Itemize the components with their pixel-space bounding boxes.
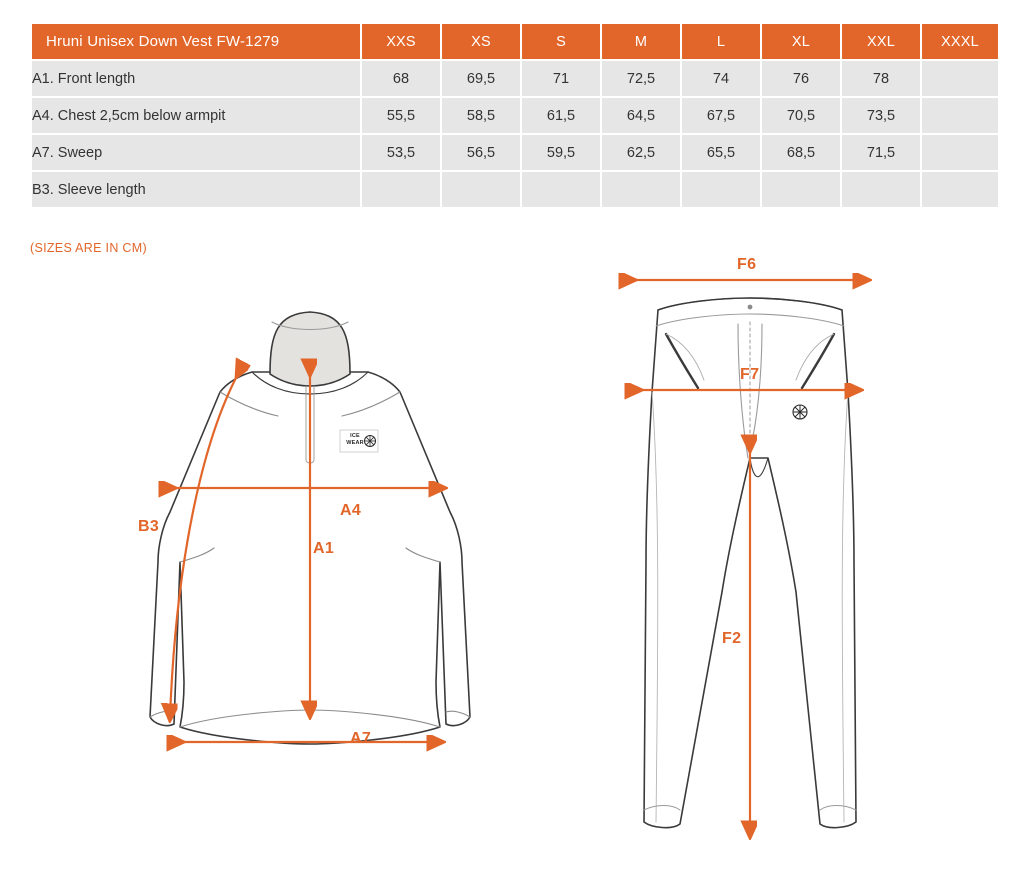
top-garment-drawing	[110, 262, 510, 802]
table-row	[31, 134, 999, 171]
column-header-xl: XL	[761, 23, 841, 60]
cell-a1-xl: 76	[761, 60, 841, 97]
top-garment-illustration	[110, 262, 510, 802]
cell-a4-l: 67,5	[681, 97, 761, 134]
cell-a7-xs: 56,5	[441, 134, 521, 171]
size-table-head	[31, 23, 999, 60]
cell-b3-xxs	[361, 171, 441, 208]
size-table	[30, 22, 1000, 209]
brand-snowflake-icon	[793, 405, 807, 419]
cell-a4-m: 64,5	[601, 97, 681, 134]
cell-a7-l: 65,5	[681, 134, 761, 171]
column-header-l: L	[681, 23, 761, 60]
dimension-label-f2: F2	[722, 630, 742, 647]
table-row	[31, 97, 999, 134]
dimension-label-b3: B3	[138, 518, 160, 535]
cell-a7-xxs: 53,5	[361, 134, 441, 171]
cell-a1-s: 71	[521, 60, 601, 97]
measurement-label-a4: A4. Chest 2,5cm below armpit	[31, 97, 361, 134]
cell-a1-xs: 69,5	[441, 60, 521, 97]
dimension-label-f6: F6	[737, 256, 757, 273]
dimension-label-a4: A4	[340, 502, 362, 519]
table-header-row	[31, 23, 999, 60]
cell-b3-xs	[441, 171, 521, 208]
column-header-m: M	[601, 23, 681, 60]
measurement-label-b3: B3. Sleeve length	[31, 171, 361, 208]
column-header-s: S	[521, 23, 601, 60]
measurement-label-a1: A1. Front length	[31, 60, 361, 97]
dimension-label-a7: A7	[350, 730, 372, 747]
cell-a1-m: 72,5	[601, 60, 681, 97]
cell-a4-xxl: 73,5	[841, 97, 921, 134]
cell-b3-m	[601, 171, 681, 208]
cell-a4-xs: 58,5	[441, 97, 521, 134]
cell-a7-s: 59,5	[521, 134, 601, 171]
cell-a4-xxs: 55,5	[361, 97, 441, 134]
brand-text-line-1: ICE	[350, 433, 360, 439]
trousers-drawing	[600, 262, 900, 862]
column-header-xxs: XXS	[361, 23, 441, 60]
brand-text-line-2: WEAR	[346, 440, 364, 446]
column-header-xxxl: XXXL	[921, 23, 999, 60]
cell-a1-xxl: 78	[841, 60, 921, 97]
cell-b3-l	[681, 171, 761, 208]
table-row	[31, 60, 999, 97]
cell-b3-xxxl	[921, 171, 999, 208]
trousers-illustration	[600, 256, 900, 862]
cell-b3-s	[521, 171, 601, 208]
size-table-body	[31, 60, 999, 208]
cell-a4-xl: 70,5	[761, 97, 841, 134]
cell-a7-xxxl	[921, 134, 999, 171]
measurement-label-a7: A7. Sweep	[31, 134, 361, 171]
cell-a7-xl: 68,5	[761, 134, 841, 171]
size-table-container	[30, 22, 998, 209]
cell-a4-s: 61,5	[521, 97, 601, 134]
cell-a1-l: 74	[681, 60, 761, 97]
table-row	[31, 171, 999, 208]
units-note: (SIZES ARE IN CM)	[30, 241, 147, 255]
table-title-cell: Hruni Unisex Down Vest FW-1279	[31, 23, 361, 60]
dimension-label-f7: F7	[740, 366, 760, 383]
cell-a4-xxxl	[921, 97, 999, 134]
column-header-xxl: XXL	[841, 23, 921, 60]
cell-a7-m: 62,5	[601, 134, 681, 171]
cell-a1-xxs: 68	[361, 60, 441, 97]
cell-b3-xxl	[841, 171, 921, 208]
cell-a1-xxxl	[921, 60, 999, 97]
cell-a7-xxl: 71,5	[841, 134, 921, 171]
column-header-xs: XS	[441, 23, 521, 60]
cell-b3-xl	[761, 171, 841, 208]
dimension-label-a1: A1	[313, 540, 335, 557]
illustrations	[0, 256, 1028, 886]
